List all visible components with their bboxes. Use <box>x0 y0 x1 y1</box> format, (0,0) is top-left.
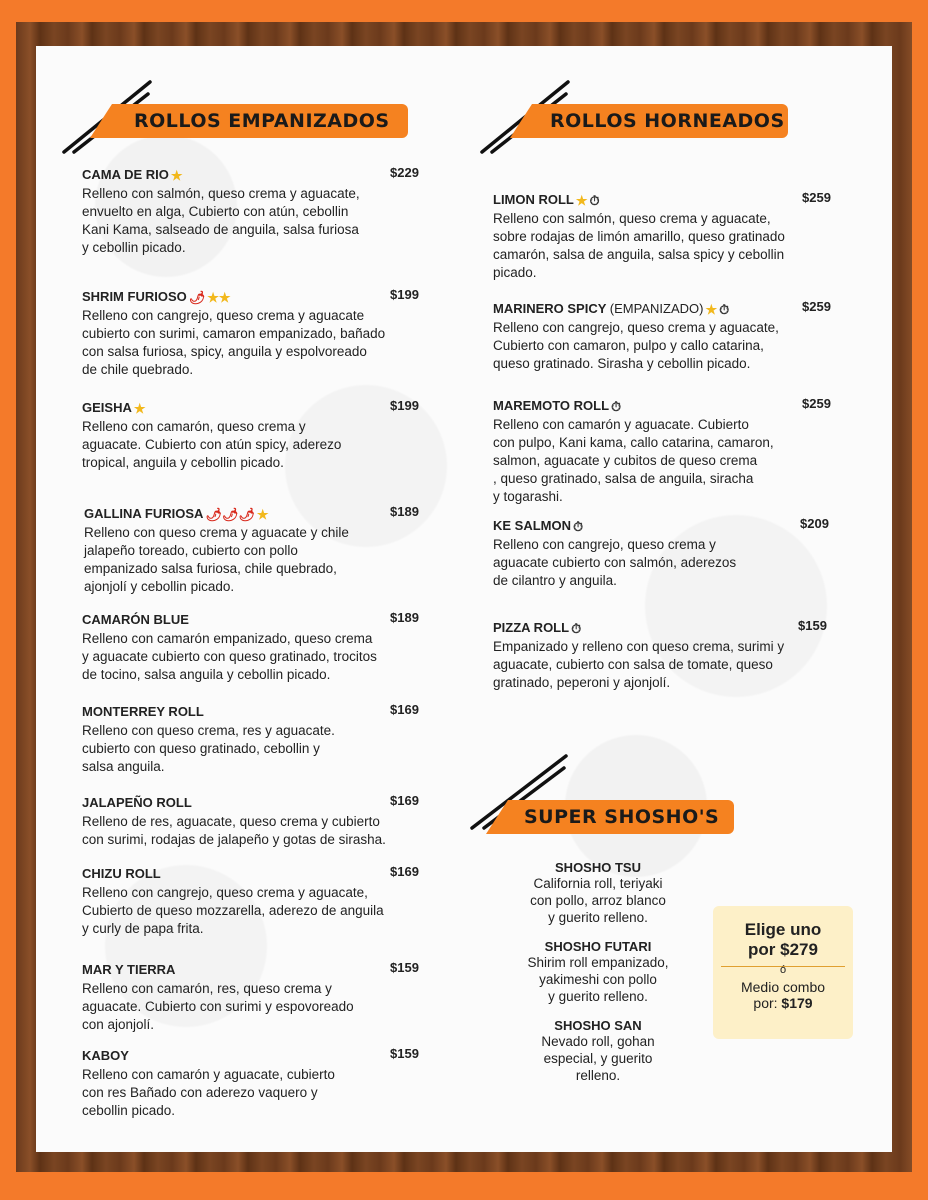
star-icon: ★ <box>256 506 269 522</box>
shosho-item <box>503 1018 693 1084</box>
item-name-text: KABOY <box>82 1048 129 1063</box>
item-name-text: CAMARÓN BLUE <box>82 612 189 627</box>
item-name <box>82 704 204 719</box>
item-price: $229 <box>390 165 419 180</box>
item-name <box>82 962 175 977</box>
combo-price: $179 <box>781 995 813 1011</box>
star-icon: ★★ <box>207 289 231 305</box>
item-name <box>493 620 581 637</box>
section-title: ROLLOS HORNEADOS <box>550 110 785 132</box>
item-description: Relleno con camarón empanizado, queso crema y aguacate cubierto con queso gratinado, trocitos de tocino, salsa anguila y cebollin picado. <box>82 631 377 682</box>
item-description: Relleno con queso crema, res y aguacate. cubierto con queso gratinado, cebollin y salsa anguila. <box>82 723 335 774</box>
item-name-text: GEISHA <box>82 400 132 415</box>
item-description: Relleno con cangrejo, queso crema y aguacate, Cubierto con camaron, pulpo y callo catarina, queso gratinado. Sirasha y cebollin picado. <box>493 320 779 371</box>
menu-item <box>493 620 883 730</box>
item-note: (EMPANIZADO) <box>609 301 704 316</box>
menu-item <box>493 301 883 411</box>
item-name <box>82 795 192 810</box>
menu-item <box>493 398 883 508</box>
item-name <box>84 506 269 523</box>
item-price: $159 <box>798 618 827 633</box>
item-price: $159 <box>390 960 419 975</box>
item-name <box>82 289 231 306</box>
item-name-text: LIMON ROLL <box>493 192 574 207</box>
section-title: ROLLOS EMPANIZADOS <box>134 110 390 132</box>
menu-item <box>82 400 472 510</box>
combo-line-2: por $279 <box>748 940 818 959</box>
item-description: Relleno con cangrejo, queso crema y aguacate, Cubierto de queso mozzarella, aderezo de anguila y curly de papa frita. <box>82 885 384 936</box>
item-name <box>493 192 600 209</box>
menu-item <box>84 506 474 616</box>
item-price: $169 <box>390 793 419 808</box>
item-description: Relleno con camarón, res, queso crema y aguacate. Cubierto con surimi y espovoreado con ajonjolí. <box>82 981 354 1032</box>
item-name-text: MAR Y TIERRA <box>82 962 176 977</box>
shosho-name: SHOSHO SAN <box>554 1018 642 1033</box>
item-description: Relleno con camarón, queso crema y aguacate. Cubierto con atún spicy, aderezo tropical, anguila y cebollin picado. <box>82 419 342 470</box>
item-description: Relleno con cangrejo, queso crema y aguacate cubierto con surimi, camaron empanizado, bañado con salsa furiosa, spicy, anguila y espolvoreado de chile quebrado. <box>82 308 386 377</box>
combo-line-1: Elige uno <box>744 920 822 939</box>
chili-icon: 🌶🌶🌶 <box>205 506 255 522</box>
section-banner-horneados <box>510 104 790 140</box>
item-price: $259 <box>802 190 831 205</box>
item-price: $209 <box>800 516 829 531</box>
menu-item <box>493 518 883 628</box>
item-description: Relleno con queso crema y aguacate y chile jalapeño toreado, cubierto con pollo empanizado salsa furiosa, chile quebrado, ajonjolí y cebollin picado. <box>84 525 349 594</box>
section-banner-empanizados <box>90 104 410 140</box>
item-name <box>493 301 729 318</box>
item-name-text: MARINERO SPICY <box>493 301 607 316</box>
item-name-text: MONTERREY ROLL <box>82 704 204 719</box>
menu-item <box>82 289 472 399</box>
item-name-text: PIZZA ROLL <box>493 620 570 635</box>
combo-line-3: Medio combo <box>740 979 826 995</box>
item-description: Empanizado y relleno con queso crema, surimi y aguacate, cubierto con salsa de tomate, queso gratinado, peperoni y ajonjolí. <box>493 639 785 690</box>
item-name <box>493 518 583 535</box>
section-title: SUPER SHOSHO'S <box>524 806 720 828</box>
stopwatch-icon: ⏱ <box>611 398 622 414</box>
item-name-text: JALAPEÑO ROLL <box>82 795 192 810</box>
item-name <box>82 400 146 417</box>
item-name-text: CAMA DE RIO <box>82 167 169 182</box>
shosho-desc: Nevado roll, gohan especial, y guerito relleno. <box>541 1034 655 1083</box>
item-name-text: GALLINA FURIOSA <box>84 506 204 521</box>
stopwatch-icon: ⏱ <box>573 518 584 534</box>
item-name-text: CHIZU ROLL <box>82 866 161 881</box>
item-price: $189 <box>390 610 419 625</box>
shosho-name: SHOSHO FUTARI <box>544 939 652 954</box>
item-price: $199 <box>390 398 419 413</box>
item-name <box>82 866 161 881</box>
item-name-text: KE SALMON <box>493 518 571 533</box>
item-price: $159 <box>390 1046 419 1061</box>
stopwatch-icon: ⏱ <box>719 301 730 317</box>
item-price: $189 <box>390 504 419 519</box>
item-description: Relleno de res, aguacate, queso crema y cubierto con surimi, rodajas de jalapeño y gotas de sirasha. <box>82 814 386 847</box>
combo-price-label: por: <box>753 995 778 1011</box>
item-description: Relleno con salmón, queso crema y aguacate, envuelto en alga, Cubierto con atún, cebollin Kani Kama, salseado de anguila, salsa furiosa y cebollin picado. <box>82 186 360 255</box>
chili-icon: 🌶 <box>188 289 206 305</box>
section-banner-shosho <box>486 800 736 836</box>
item-name <box>493 398 621 415</box>
star-icon: ★ <box>705 301 718 317</box>
menu-item <box>493 192 883 302</box>
shosho-item <box>503 939 693 1005</box>
item-name-text: MAREMOTO ROLL <box>493 398 610 413</box>
combo-line-4 <box>713 995 853 1011</box>
item-description: Relleno con cangrejo, queso crema y aguacate cubierto con salmón, aderezos de cilantro y anguila. <box>493 537 737 588</box>
menu-item <box>82 1048 472 1158</box>
menu-item <box>82 167 472 277</box>
item-price: $259 <box>802 396 831 411</box>
item-name-text: SHRIM FURIOSO <box>82 289 187 304</box>
shosho-name: SHOSHO TSU <box>555 860 641 875</box>
item-description: Relleno con camarón y aguacate, cubierto con res Bañado con aderezo vaquero y cebollin picado. <box>82 1067 335 1118</box>
item-description: Relleno con camarón y aguacate. Cubierto con pulpo, Kani kama, callo catarina, camaron, salmon, aguacate y cubitos de queso crema , queso gratinado, salsa de anguila, siracha y togarashi. <box>493 417 774 504</box>
item-price: $199 <box>390 287 419 302</box>
item-price: $169 <box>390 702 419 717</box>
shosho-desc: Shirim roll empanizado, yakimeshi con pollo y guerito relleno. <box>527 955 669 1004</box>
item-name <box>82 612 189 627</box>
item-name <box>82 1048 129 1063</box>
shosho-item <box>503 860 693 926</box>
item-price: $169 <box>390 864 419 879</box>
star-icon: ★ <box>170 167 183 183</box>
shosho-desc: California roll, teriyaki con pollo, arroz blanco y guerito relleno. <box>530 876 666 925</box>
item-description: Relleno con salmón, queso crema y aguacate, sobre rodajas de limón amarillo, queso gratinado camarón, salsa de anguila, salsa spicy y cebollin picado. <box>493 211 785 280</box>
star-icon: ★ <box>133 400 146 416</box>
stopwatch-icon: ⏱ <box>571 620 582 636</box>
item-price: $259 <box>802 299 831 314</box>
combo-or: ó <box>779 964 787 976</box>
item-name <box>82 167 183 184</box>
stopwatch-icon: ⏱ <box>589 192 600 208</box>
star-icon: ★ <box>575 192 588 208</box>
combo-price-box <box>713 906 853 1039</box>
